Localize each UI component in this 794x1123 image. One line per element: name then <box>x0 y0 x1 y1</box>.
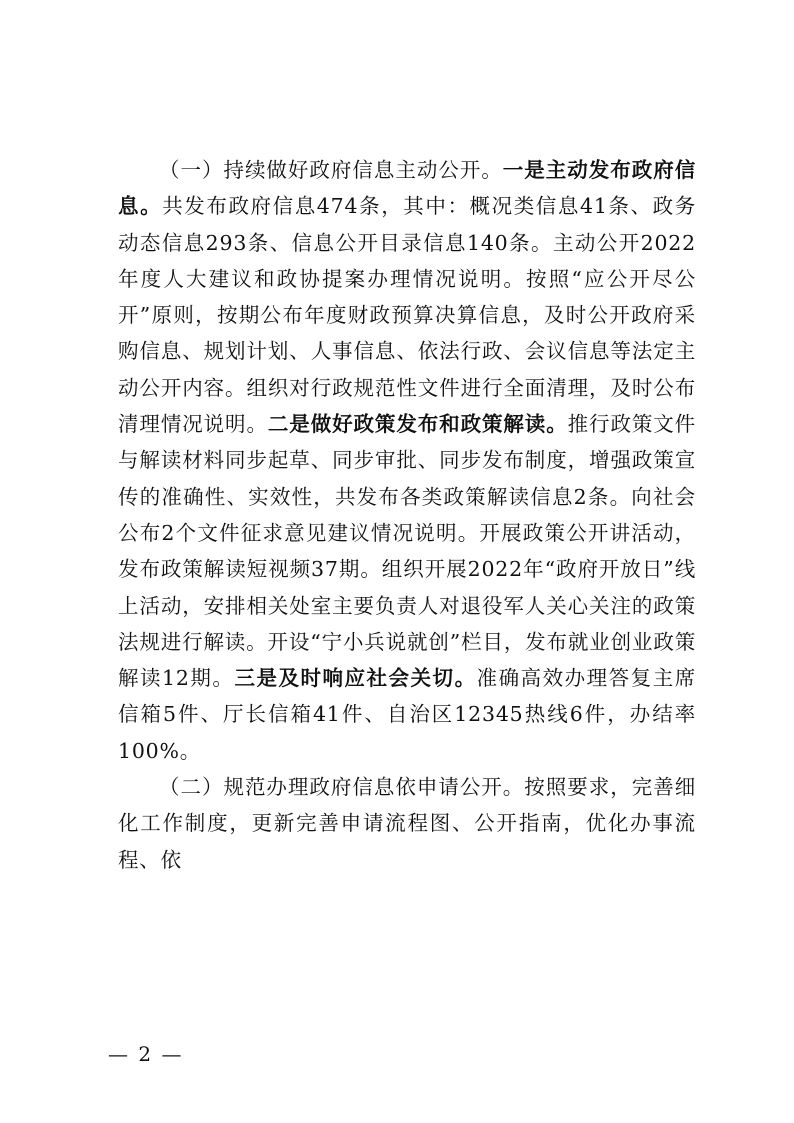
point-one-text: 共发布政府信息474条，其中：概况类信息41条、政务动态信息293条、信息公开目录信息140条。主动公开2022年度人大建议和政协提案办理情况说明。按照“应公开尽公开”原则，按期公布年度财政预算决算信息，及时公开政府采购信息、规划计划、人事信息、依法行政、会议信息等法定主动公开内容。组织对行政规范性文件进行全面清理，及时公布清理情况说明。 <box>118 194 697 437</box>
point-two-heading: 二是做好政策发布和政策解读。 <box>267 412 568 437</box>
point-three-text: 准确高效办理答复主席信箱5件、厅长信箱41件、自治区12345热线6件，办结率100%。 <box>118 666 696 763</box>
document-body <box>118 152 696 878</box>
point-three-heading: 三是及时响应社会关切。 <box>234 666 477 691</box>
point-one-heading: 一是主动发布政府信息。 <box>118 158 696 219</box>
paragraph-proactive-disclosure <box>118 152 696 769</box>
point-two-text: 推行政策文件与解读材料同步起草、同步审批、同步发布制度，增强政策宣传的准确性、实效性，共发布各类政策解读信息2条。向社会公布2个文件征求意见建议情况说明。开展政策公开讲活动，发布政策解读短视频37期。组织开展2022年“政府开放日”线上活动，安排相关处室主要负责人对退役军人关心关注的政策法规进行解读。开设“宁小兵说就创”栏目，发布就业创业政策解读12期。 <box>118 412 696 691</box>
paragraph-request-disclosure <box>118 769 696 878</box>
section-heading-proactive-disclosure: （一）持续做好政府信息主动公开。 <box>159 158 503 182</box>
section-heading-request-disclosure: （二）规范办理政府信息依申请公开。按照要求，完善细化工作制度，更新完善申请流程图、公开指南，优化办事流程、依 <box>118 775 696 872</box>
page-number: — 2 — <box>108 1042 184 1066</box>
